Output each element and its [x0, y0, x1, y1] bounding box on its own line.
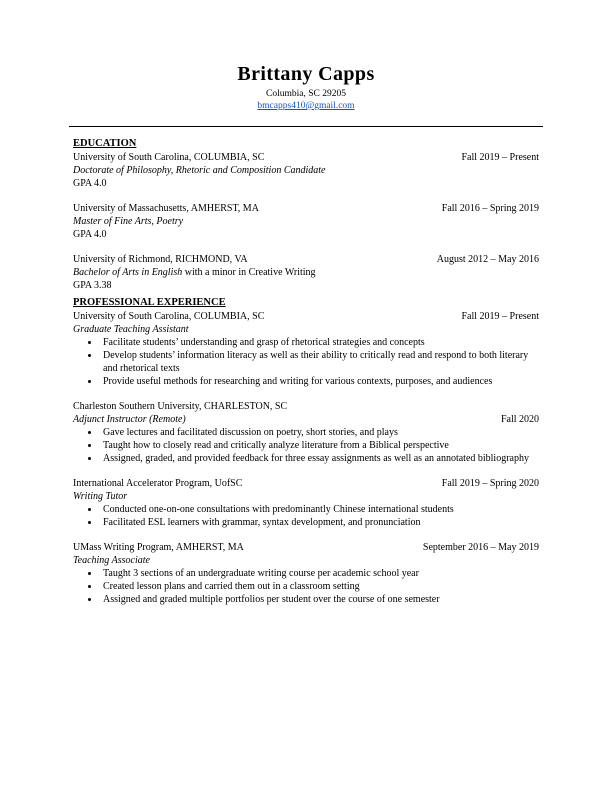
role-row [73, 490, 539, 503]
role-title: Graduate Teaching Assistant [73, 324, 189, 335]
header-divider [69, 126, 543, 127]
gpa-line: GPA 3.38 [73, 280, 112, 291]
bullet-item: • Created lesson plans and carried them out in a classroom setting [100, 580, 539, 593]
entry-header-row [73, 477, 539, 490]
bullet-item: • Taught how to closely read and critically analyze literature from a Biblical perspective [100, 439, 539, 452]
bullet-item: • Provide useful methods for researching and writing for various contexts, purposes, and audiences [100, 375, 539, 388]
degree-title: Master of Fine Arts, Poetry [73, 216, 184, 227]
experience-heading: PROFESSIONAL EXPERIENCE [73, 297, 226, 308]
section-education [73, 137, 539, 292]
entry-header-row [73, 253, 539, 266]
entry-header-row [73, 310, 539, 323]
institution-name: University of South Carolina, COLUMBIA, SC [73, 152, 265, 163]
entry-header-row [73, 400, 539, 413]
experience-entry [73, 310, 539, 388]
institution-name: University of Richmond, RICHMOND, VA [73, 254, 248, 265]
experience-entry [73, 477, 539, 529]
role-row [73, 554, 539, 567]
degree-title: Bachelor of Arts in English [73, 267, 183, 278]
bullet-item: • Facilitated ESL learners with grammar, syntax development, and pronunciation [100, 516, 539, 529]
experience-entry [73, 400, 539, 465]
entry-header-row [73, 541, 539, 554]
bullet-list [73, 567, 539, 606]
education-entry [73, 253, 539, 292]
contact-email-row [73, 100, 539, 112]
date-range: Fall 2019 – Spring 2020 [441, 478, 539, 489]
date-range: Fall 2019 – Present [461, 152, 539, 163]
role-title: Writing Tutor [73, 491, 128, 502]
bullet-item: • Taught 3 sections of an undergraduate writing course per academic school year [100, 567, 539, 580]
role-row [73, 413, 539, 426]
bullet-item: • Facilitate students’ understanding and grasp of rhetorical strategies and concepts [100, 336, 539, 349]
date-range: Fall 2019 – Present [461, 311, 539, 322]
bullet-item: • Conducted one-on-one consultations with predominantly Chinese international students [100, 503, 539, 516]
bullet-item: • Gave lectures and facilitated discussion on poetry, short stories, and plays [100, 426, 539, 439]
date-range: September 2016 – May 2019 [422, 542, 539, 553]
degree-line [73, 215, 539, 228]
email-link[interactable]: bmcapps410@gmail.com [257, 101, 355, 111]
role-date-range: Fall 2020 [500, 414, 539, 425]
gpa-line: GPA 4.0 [73, 178, 107, 189]
experience-entry [73, 541, 539, 606]
role-row [73, 323, 539, 336]
resume-name: Brittany Capps [237, 63, 375, 85]
bullet-item: • Assigned, graded, and provided feedback for three essay assignments as well as an annotated bibliography [100, 452, 539, 465]
gpa-line: GPA 4.0 [73, 229, 107, 240]
role-title: Adjunct Instructor (Remote) [73, 414, 186, 425]
education-heading: EDUCATION [73, 138, 137, 149]
organization-name: University of South Carolina, COLUMBIA, SC [73, 311, 265, 322]
bullet-list [73, 426, 539, 465]
date-range: Fall 2016 – Spring 2019 [441, 203, 539, 214]
entry-header-row [73, 202, 539, 215]
bullet-list [73, 503, 539, 529]
resume-header [73, 62, 539, 112]
contact-location: Columbia, SC 29205 [266, 89, 346, 99]
date-range: August 2012 – May 2016 [436, 254, 539, 265]
degree-line [73, 164, 539, 177]
organization-name: Charleston Southern University, CHARLESTON, SC [73, 401, 288, 412]
bullet-item: • Assigned and graded multiple portfolios per student over the course of one semester [100, 593, 539, 606]
institution-name: University of Massachusetts, AMHERST, MA [73, 203, 259, 214]
education-entry [73, 202, 539, 241]
organization-name: International Accelerator Program, UofSC [73, 478, 243, 489]
bullet-list [73, 336, 539, 388]
bullet-item: • Develop students’ information literacy as well as their ability to critically read and respond to both literary and rhetorical texts [100, 349, 539, 375]
section-experience [73, 296, 539, 606]
role-title: Teaching Associate [73, 555, 150, 566]
degree-line [73, 266, 539, 279]
education-entry [73, 151, 539, 190]
degree-note: with a minor in Creative Writing [182, 267, 316, 278]
entry-header-row [73, 151, 539, 164]
organization-name: UMass Writing Program, AMHERST, MA [73, 542, 244, 553]
degree-title: Doctorate of Philosophy, Rhetoric and Composition Candidate [73, 165, 326, 176]
